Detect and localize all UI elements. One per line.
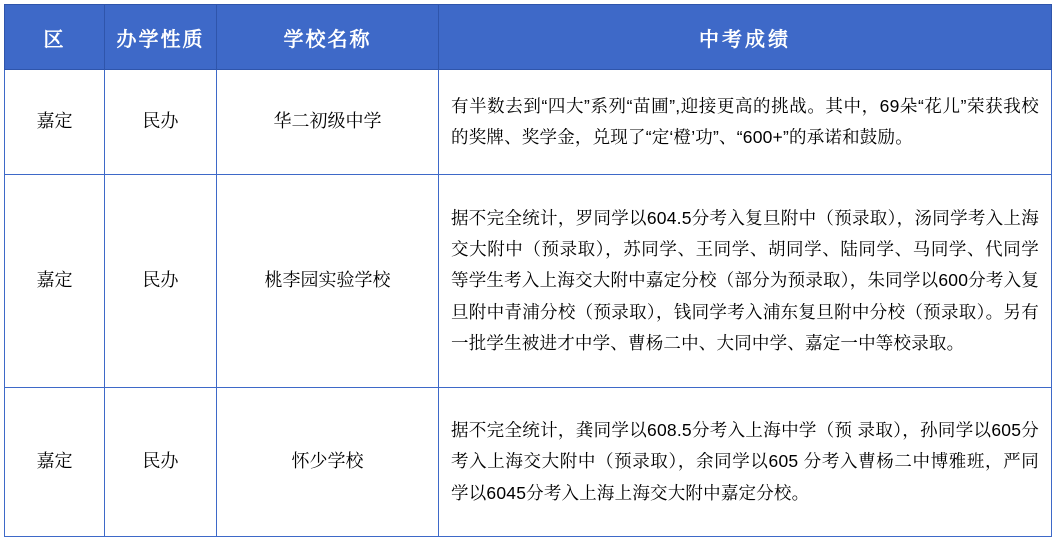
header-row: [5, 5, 1052, 70]
column-header-exam-score: 中考成绩: [439, 5, 1052, 70]
table-row: [5, 175, 1052, 388]
table-row: [5, 388, 1052, 537]
cell-school-name: 桃李园实验学校: [217, 175, 439, 388]
table-header: [5, 5, 1052, 70]
column-header-school-name: 学校名称: [217, 5, 439, 70]
table-row: [5, 70, 1052, 175]
school-score-table: [4, 4, 1052, 537]
cell-exam-score: 据不完全统计，罗同学以604.5分考入复旦附中（预录取），汤同学考入上海交大附中（预录取），苏同学、王同学、胡同学、陆同学、马同学、代同学等学生考入上海交大附中嘉定分校（部分为预录取），朱同学以600分考入复旦附中青浦分校（预录取），钱同学考入浦东复旦附中分校（预录取）。另有一批学生被进才中学、曹杨二中、大同中学、嘉定一中等校录取。: [439, 175, 1052, 388]
table-body: [5, 70, 1052, 537]
cell-nature: 民办: [105, 388, 217, 537]
cell-school-name: 怀少学校: [217, 388, 439, 537]
cell-exam-score: 有半数去到“四大”系列“苗圃”,迎接更高的挑战。其中，69朵“花儿”荣获我校的奖牌、奖学金，兑现了“定‘橙’功”、“600+”的承诺和鼓励。: [439, 70, 1052, 175]
column-header-nature: 办学性质: [105, 5, 217, 70]
cell-district: 嘉定: [5, 175, 105, 388]
column-header-district: 区: [5, 5, 105, 70]
cell-exam-score: 据不完全统计，龚同学以608.5分考入上海中学（预 录取），孙同学以605分考入上海交大附中（预录取），余同学以605 分考入曹杨二中博雅班，严同学以6045分考入上海上海交大附中嘉定分校。: [439, 388, 1052, 537]
cell-district: 嘉定: [5, 388, 105, 537]
cell-nature: 民办: [105, 70, 217, 175]
cell-district: 嘉定: [5, 70, 105, 175]
cell-school-name: 华二初级中学: [217, 70, 439, 175]
cell-nature: 民办: [105, 175, 217, 388]
